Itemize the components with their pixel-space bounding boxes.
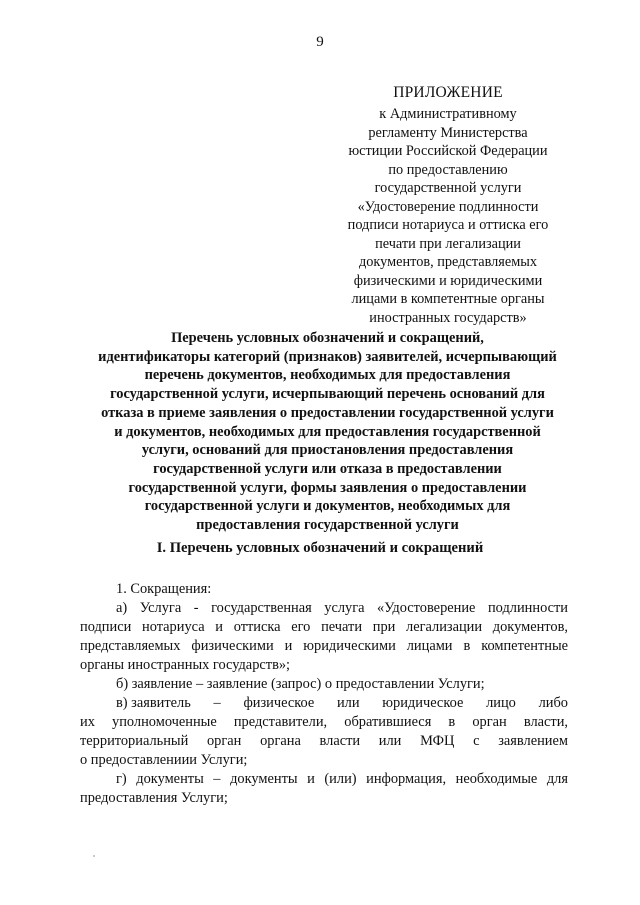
para-a-line: [80, 599, 568, 618]
appendix-line: подписи нотариуса и оттиска его: [347, 217, 549, 233]
appendix-line: «Удостоверение подлинности: [357, 198, 539, 215]
para-a-text: представляемых физическими и юридическими лицами в компетентные: [80, 638, 568, 654]
body-text: [80, 580, 568, 808]
para-v-word: юридическое: [382, 695, 464, 711]
appendix-line: регламенту Министерства: [368, 124, 528, 141]
title-line: государственной услуги и документов, необходимых для: [144, 498, 511, 515]
scan-speck: [93, 855, 95, 857]
appendix-line: физическими и юридическими: [353, 272, 543, 289]
appendix-line: лицами в компетентные органы: [351, 291, 545, 307]
para-v-line: о предоставлениии Услуги;: [80, 752, 248, 768]
appendix-line: к Административному: [379, 106, 517, 122]
para-g-line: [80, 770, 568, 789]
appendix-line: государственной услуги: [374, 180, 522, 196]
para-v-word: либо: [538, 695, 568, 711]
document-title: [70, 329, 585, 535]
para-v-text: их уполномоченные представители, обратившиеся в орган власти,: [80, 714, 568, 730]
title-line: услуги, оснований для приостановления предоставления: [141, 442, 514, 459]
appendix-heading: ПРИЛОЖЕНИЕ: [393, 84, 503, 101]
appendix-line: документов, представляемых: [358, 254, 538, 270]
para-v-word: лицо: [486, 695, 516, 711]
para-g-line: предоставления Услуги;: [80, 790, 228, 806]
para-v-word: физическое: [243, 695, 315, 711]
title-line: и документов, необходимых для предоставления государственной: [114, 423, 541, 440]
para-v-text: территориальный орган органа власти или МФЦ с заявлением: [80, 733, 568, 749]
para-v-line: [80, 713, 568, 732]
page-number: 9: [316, 34, 324, 50]
title-line: идентификаторы категорий (признаков) заявителей, исчерпывающий: [98, 348, 557, 365]
title-line: государственной услуги или отказа в предоставлении: [153, 460, 502, 477]
para-a-line: [80, 618, 568, 637]
para-v-word: или: [336, 695, 360, 711]
para-a-line: [80, 637, 568, 656]
para-v-line: [80, 694, 568, 713]
para-v-word: –: [213, 695, 221, 711]
section-heading: I. Перечень условных обозначений и сокращений: [156, 540, 484, 556]
title-line: государственной услуги, формы заявления о предоставлении: [128, 479, 527, 496]
para-b-line: б) заявление – заявление (запрос) о предоставлении Услуги;: [116, 676, 485, 692]
para-v-word: в) заявитель: [116, 695, 191, 711]
appendix-block: [338, 83, 558, 327]
para-v-line: [80, 732, 568, 751]
title-line: государственной услуги, исчерпывающий перечень оснований для: [110, 386, 545, 403]
appendix-line: юстиции Российской Федерации: [348, 143, 548, 159]
title-line: перечень документов, необходимых для предоставления: [144, 367, 511, 384]
title-line: предоставления государственной услуги: [196, 517, 459, 534]
appendix-line: иностранных государств»: [369, 309, 527, 326]
title-line: Перечень условных обозначений и сокращений,: [171, 330, 484, 346]
appendix-line: печати при легализации: [375, 235, 521, 252]
para-a-text: подписи нотариуса и оттиска его печати при легализации документов,: [80, 619, 568, 635]
item-abbreviations: 1. Сокращения:: [116, 581, 212, 597]
para-g-text: г) документы – документы и (или) информация, необходимые для: [116, 771, 568, 787]
appendix-line: по предоставлению: [388, 161, 508, 178]
para-a-text: а) Услуга - государственная услуга «Удостоверение подлинности: [116, 600, 568, 616]
title-line: отказа в приеме заявления о предоставлении государственной услуги: [101, 404, 554, 421]
para-a-line: органы иностранных государств»;: [80, 657, 291, 673]
